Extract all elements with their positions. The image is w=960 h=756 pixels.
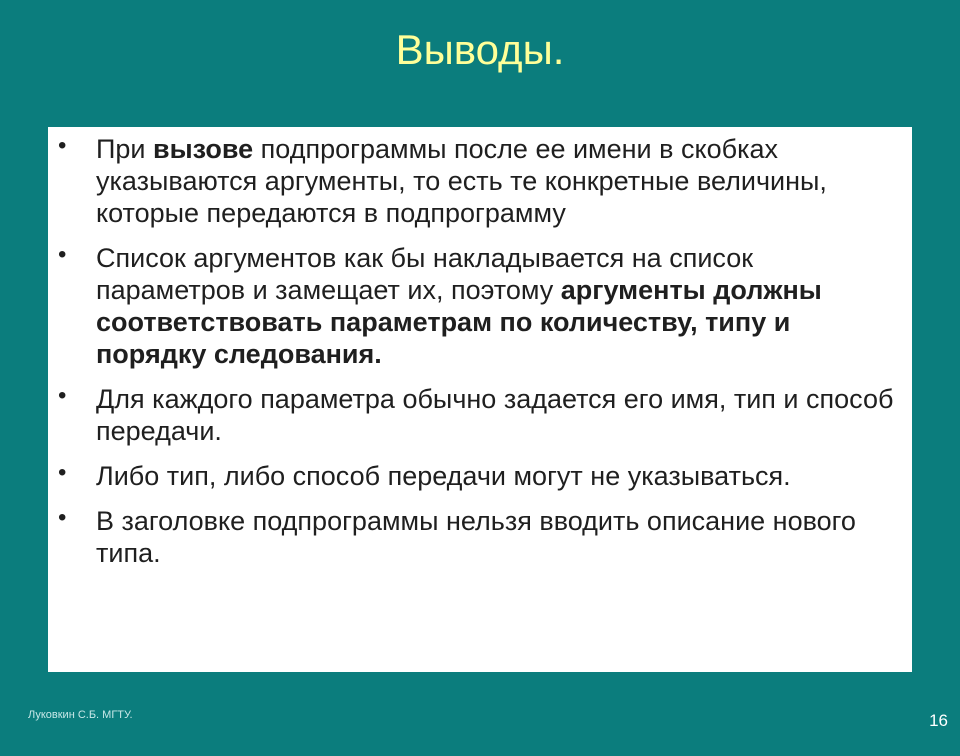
bullet-icon: • [58, 382, 67, 409]
bullet-icon: • [58, 504, 67, 531]
bullet-text: При [96, 134, 154, 164]
bullet-item [56, 242, 894, 370]
bullet-bold-text: аргументы должны соответствовать параметрам по количеству, типу и порядку следования. [96, 275, 822, 369]
slide-title: Выводы. [395, 26, 565, 73]
bullet-icon: • [58, 132, 67, 159]
bullet-list [56, 133, 894, 569]
page-number: 16 [929, 711, 948, 730]
bullet-text: Для каждого параметра обычно задается его имя, тип и способ передачи. [96, 384, 894, 446]
bullet-item [56, 383, 894, 447]
bullet-item [56, 505, 894, 569]
bullet-text: подпрограммы после ее имени в скобках указываются аргументы, то есть те конкретные величины, которые передаются в подпрограмму [96, 134, 827, 228]
bullet-text: В заголовке подпрограммы нельзя вводить описание нового типа. [96, 506, 856, 568]
bullet-text: Список аргументов как бы накладывается на список параметров и замещает их, поэтому [96, 243, 754, 305]
content-box [48, 127, 912, 672]
bullet-item [56, 460, 894, 492]
footer-author: Луковкин С.Б. МГТУ. [28, 709, 133, 721]
bullet-bold-text: вызове [153, 134, 254, 164]
bullet-text: Либо тип, либо способ передачи могут не указываться. [96, 461, 791, 491]
bullet-icon: • [58, 459, 67, 486]
bullet-icon: • [58, 241, 67, 268]
bullet-item [56, 133, 894, 229]
